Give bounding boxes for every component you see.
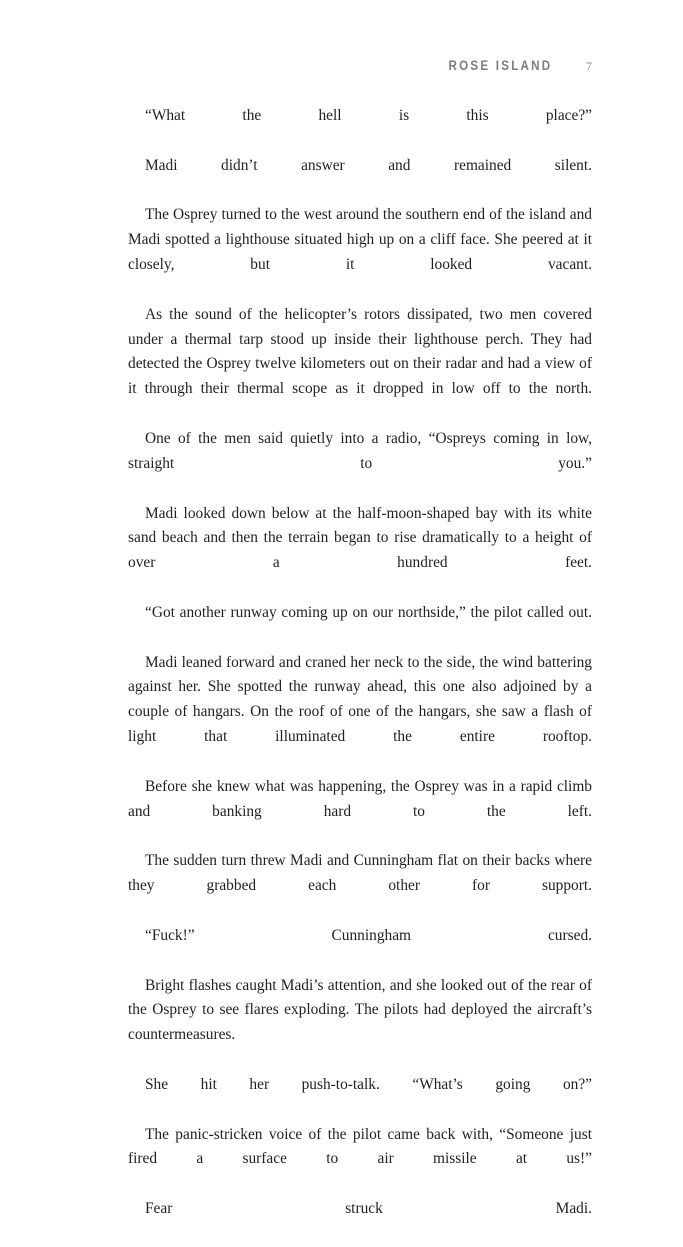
body-paragraph: “What the hell is this place?” <box>145 107 592 124</box>
body-paragraph: Fear struck Madi. <box>145 1200 592 1218</box>
body-paragraph: One of the men said quietly into a radio, “Ospreys coming in low, straight to you.” <box>128 429 592 472</box>
running-head-title: ROSE ISLAND <box>448 58 553 73</box>
body-paragraph: She hit her push-to-talk. “What’s going on?” <box>145 1075 592 1093</box>
body-paragraph: Madi didn’t answer and remained silent. <box>145 156 592 174</box>
body-paragraph: “Fuck!” Cunningham cursed. <box>145 926 592 944</box>
body-paragraph: Madi leaned forward and craned her neck to the side, the wind battering against her. She spotted the runway ahead, this one also adjoined by a couple of hangars. On the roof of one of the hangars, she saw a flash of light that illuminated the entire rooftop. <box>128 653 592 746</box>
body-paragraph: “Got another runway coming up on our northside,” the pilot called out. <box>145 603 592 621</box>
body-paragraph: The panic-stricken voice of the pilot came back with, “Someone just fired a surface to air missile at us!” <box>128 1125 592 1168</box>
running-head <box>128 58 592 82</box>
body-paragraph: Bright flashes caught Madi’s attention, and she looked out of the rear of the Osprey to see flares exploding. The pilots had deployed the aircraft’s countermeasures. <box>128 976 592 1044</box>
body-paragraph: Before she knew what was happening, the Osprey was in a rapid climb and banking hard to the left. <box>128 777 592 820</box>
body-paragraph: The sudden turn threw Madi and Cunningham flat on their backs where they grabbed each other for support. <box>128 852 592 895</box>
body-paragraph: The Osprey turned to the west around the southern end of the island and Madi spotted a lighthouse situated high up on a cliff face. She peered at it closely, but it looked vacant. <box>128 206 592 274</box>
body-paragraph: Madi looked down below at the half-moon-shaped bay with its white sand beach and then the terrain began to rise dramatically to a height of over a hundred feet. <box>128 504 592 572</box>
body-text-block <box>128 104 592 1247</box>
page-number: 7 <box>586 59 592 73</box>
body-paragraph: As the sound of the helicopter’s rotors dissipated, two men covered under a thermal tarp stood up inside their lighthouse perch. They had detected the Osprey twelve kilometers out on their radar and had a view of it through their thermal scope as it dropped in low off to the north. <box>128 305 592 398</box>
